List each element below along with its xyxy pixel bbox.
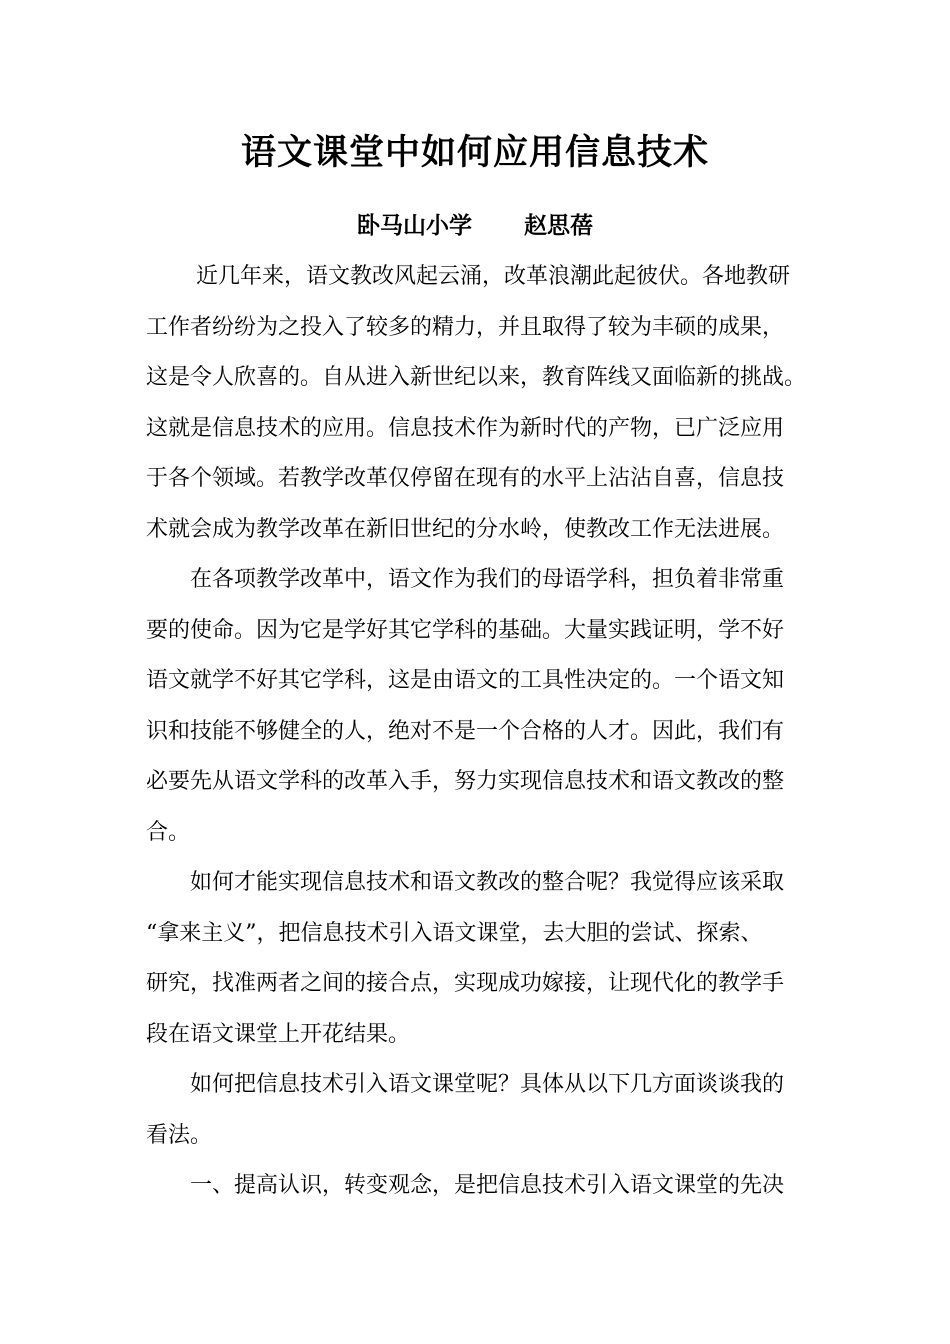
document-title: 语文课堂中如何应用信息技术 [240, 132, 709, 173]
body-line: 看法。 [146, 1122, 213, 1148]
body-line: 于各个领域。若教学改革仅停留在现有的水平上沾沾自喜，信息技 [146, 466, 785, 491]
body-line: 术就会成为教学改革在新旧世纪的分水岭，使教改工作无法进展。 [146, 516, 785, 542]
body-line: 在各项教学改革中，语文作为我们的母语学科，担负着非常重 [190, 567, 785, 592]
body-line: 这是令人欣喜的。自从进入新世纪以来，教育阵线又面临新的挑战。 [146, 365, 807, 390]
body-line: 识和技能不够健全的人，绝对不是一个合格的人才。因此，我们有 [146, 718, 785, 744]
body-line: 这就是信息技术的应用。信息技术作为新时代的产物，已广泛应用 [146, 415, 785, 441]
body-line: “拿来主义”，把信息技术引入语文课堂，去大胆的尝试、探索、 [146, 920, 763, 946]
body-line: 工作者纷纷为之投入了较多的精力，并且取得了较为丰硕的成果， [146, 314, 785, 340]
body-line: 近几年来，语文教改风起云涌，改革浪潮此起彼伏。各地教研 [196, 264, 791, 289]
body-line: 段在语文课堂上开花结果。 [146, 1021, 411, 1047]
body-line: 如何才能实现信息技术和语文教改的整合呢？我觉得应该采取 [190, 870, 785, 895]
body-line: 语文就学不好其它学科，这是由语文的工具性决定的。一个语文知 [146, 668, 785, 693]
body-line: 要的使命。因为它是学好其它学科的基础。大量实践证明，学不好 [146, 617, 785, 643]
author-name: 赵思蓓 [524, 212, 593, 239]
school-name: 卧马山小学 [357, 212, 472, 239]
body-line: 必要先从语文学科的改革入手，努力实现信息技术和语文教改的整 [146, 769, 785, 794]
body-line: 一、提高认识，转变观念，是把信息技术引入语文课堂的先决 [190, 1173, 785, 1198]
body-line: 合。 [146, 819, 191, 845]
byline [0, 206, 950, 246]
body-line: 研究，找准两者之间的接合点，实现成功嫁接，让现代化的教学手 [146, 971, 785, 996]
body-line: 如何把信息技术引入语文课堂呢？具体从以下几方面谈谈我的 [190, 1072, 785, 1097]
document-body [146, 252, 811, 1212]
